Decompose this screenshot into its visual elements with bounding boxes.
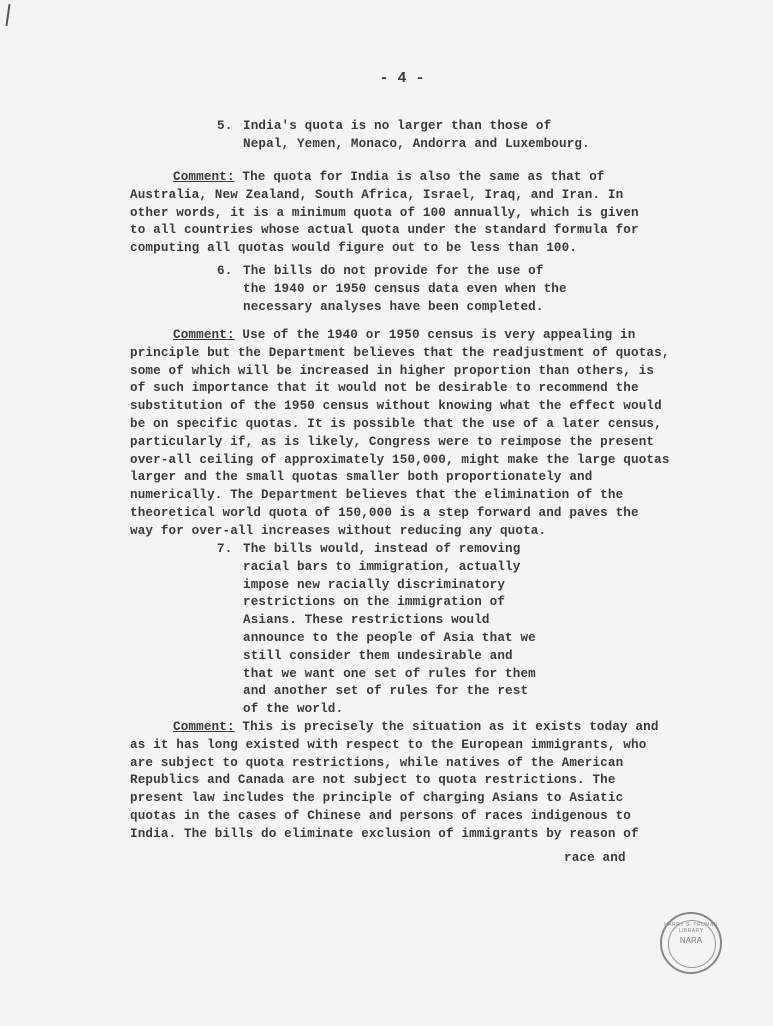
page-number: - 4 - (379, 70, 425, 87)
point-7-line: racial bars to immigration, actually (243, 559, 521, 574)
comment-6-line: numerically. The Department believes that the elimination of the (130, 488, 624, 503)
margin-mark (5, 4, 10, 26)
point-7-line: and another set of rules for the rest (243, 684, 529, 699)
point-6-line-3: necessary analyses have been completed. (243, 299, 544, 314)
comment-7-label: Comment: (173, 720, 235, 734)
comment-7-line: quotas in the cases of Chinese and persons of races indigenous to (130, 808, 631, 823)
comment-7-line: as it has long existed with respect to the European immigrants, who (130, 737, 647, 752)
comment-7-line: present law includes the principle of charging Asians to Asiatic (130, 791, 624, 806)
seal-ring-text: HARRY S. TRUMAN LIBRARY (664, 922, 718, 934)
comment-7-line: Republics and Canada are not subject to quota restrictions. The (130, 773, 616, 788)
comment-7 (130, 719, 659, 844)
comment-6 (130, 327, 670, 541)
comment-5-line: to all countries whose actual quota under the standard formula for (130, 223, 639, 238)
point-5 (217, 118, 590, 154)
comment-6-line: some of which will be increased in higher proportion than others, is (130, 363, 655, 378)
comment-5-line: computing all quotas would figure out to be less than 100. (130, 241, 578, 256)
comment-6-line: way for over-all increases without reducing any quota. (130, 523, 547, 538)
point-5-number: 5. (217, 119, 233, 133)
comment-5 (130, 169, 639, 258)
catchword: race and (564, 851, 626, 865)
point-6-line-1: The bills do not provide for the use of (243, 264, 544, 278)
comment-5-first-line: The quota for India is also the same as that of (234, 170, 605, 184)
point-5-line-1: India's quota is no larger than those of (243, 119, 552, 133)
comment-7-line: are subject to quota restrictions, while natives of the American (130, 755, 624, 770)
comment-6-first-line: Use of the 1940 or 1950 census is very appealing in (234, 328, 636, 342)
comment-6-line: substitution of the 1950 census without knowing what the effect would (130, 399, 662, 414)
point-7-number: 7. (217, 542, 233, 556)
comment-6-line: be on specific quotas. It is possible that the use of a later census, (130, 416, 662, 431)
comment-6-line: of such importance that it would not be desirable to recommend the (130, 381, 639, 396)
point-7-line: restrictions on the immigration of (243, 595, 506, 610)
point-7-line: announce to the people of Asia that we (243, 630, 536, 645)
comment-6-line: theoretical world quota of 150,000 is a step forward and paves the (130, 505, 639, 520)
point-7-line: that we want one set of rules for them (243, 666, 536, 681)
point-6-line-2: the 1940 or 1950 census data even when the (243, 281, 567, 296)
point-7-line: still consider them undesirable and (243, 648, 513, 663)
comment-6-line: principle but the Department believes that the readjustment of quotas, (130, 345, 670, 360)
point-7-line: of the world. (243, 702, 344, 717)
point-7-line: impose new racially discriminatory (243, 577, 506, 592)
comment-7-first-line: This is precisely the situation as it exists today and (234, 720, 659, 734)
seal-center-text: NARA (679, 936, 703, 945)
point-5-line-2: Nepal, Yemen, Monaco, Andorra and Luxembourg. (243, 136, 590, 151)
library-seal-stamp (660, 912, 722, 974)
point-6 (217, 263, 567, 316)
comment-6-line: larger and the small quotas smaller both proportionately and (130, 470, 593, 485)
point-7-line-1: The bills would, instead of removing (243, 542, 521, 556)
point-7-line: Asians. These restrictions would (243, 613, 490, 628)
point-6-number: 6. (217, 264, 233, 278)
comment-6-line: particularly if, as is likely, Congress were to reimpose the present (130, 434, 655, 449)
comment-5-label: Comment: (173, 170, 235, 184)
comment-6-label: Comment: (173, 328, 235, 342)
comment-5-line: Australia, New Zealand, South Africa, Israel, Iraq, and Iran. In (130, 187, 624, 202)
comment-7-line: India. The bills do eliminate exclusion of immigrants by reason of (130, 826, 639, 841)
comment-6-line: over-all ceiling of approximately 150,000, might make the large quotas (130, 452, 670, 467)
point-7 (217, 541, 536, 719)
comment-5-line: other words, it is a minimum quota of 100 annually, which is given (130, 205, 639, 220)
